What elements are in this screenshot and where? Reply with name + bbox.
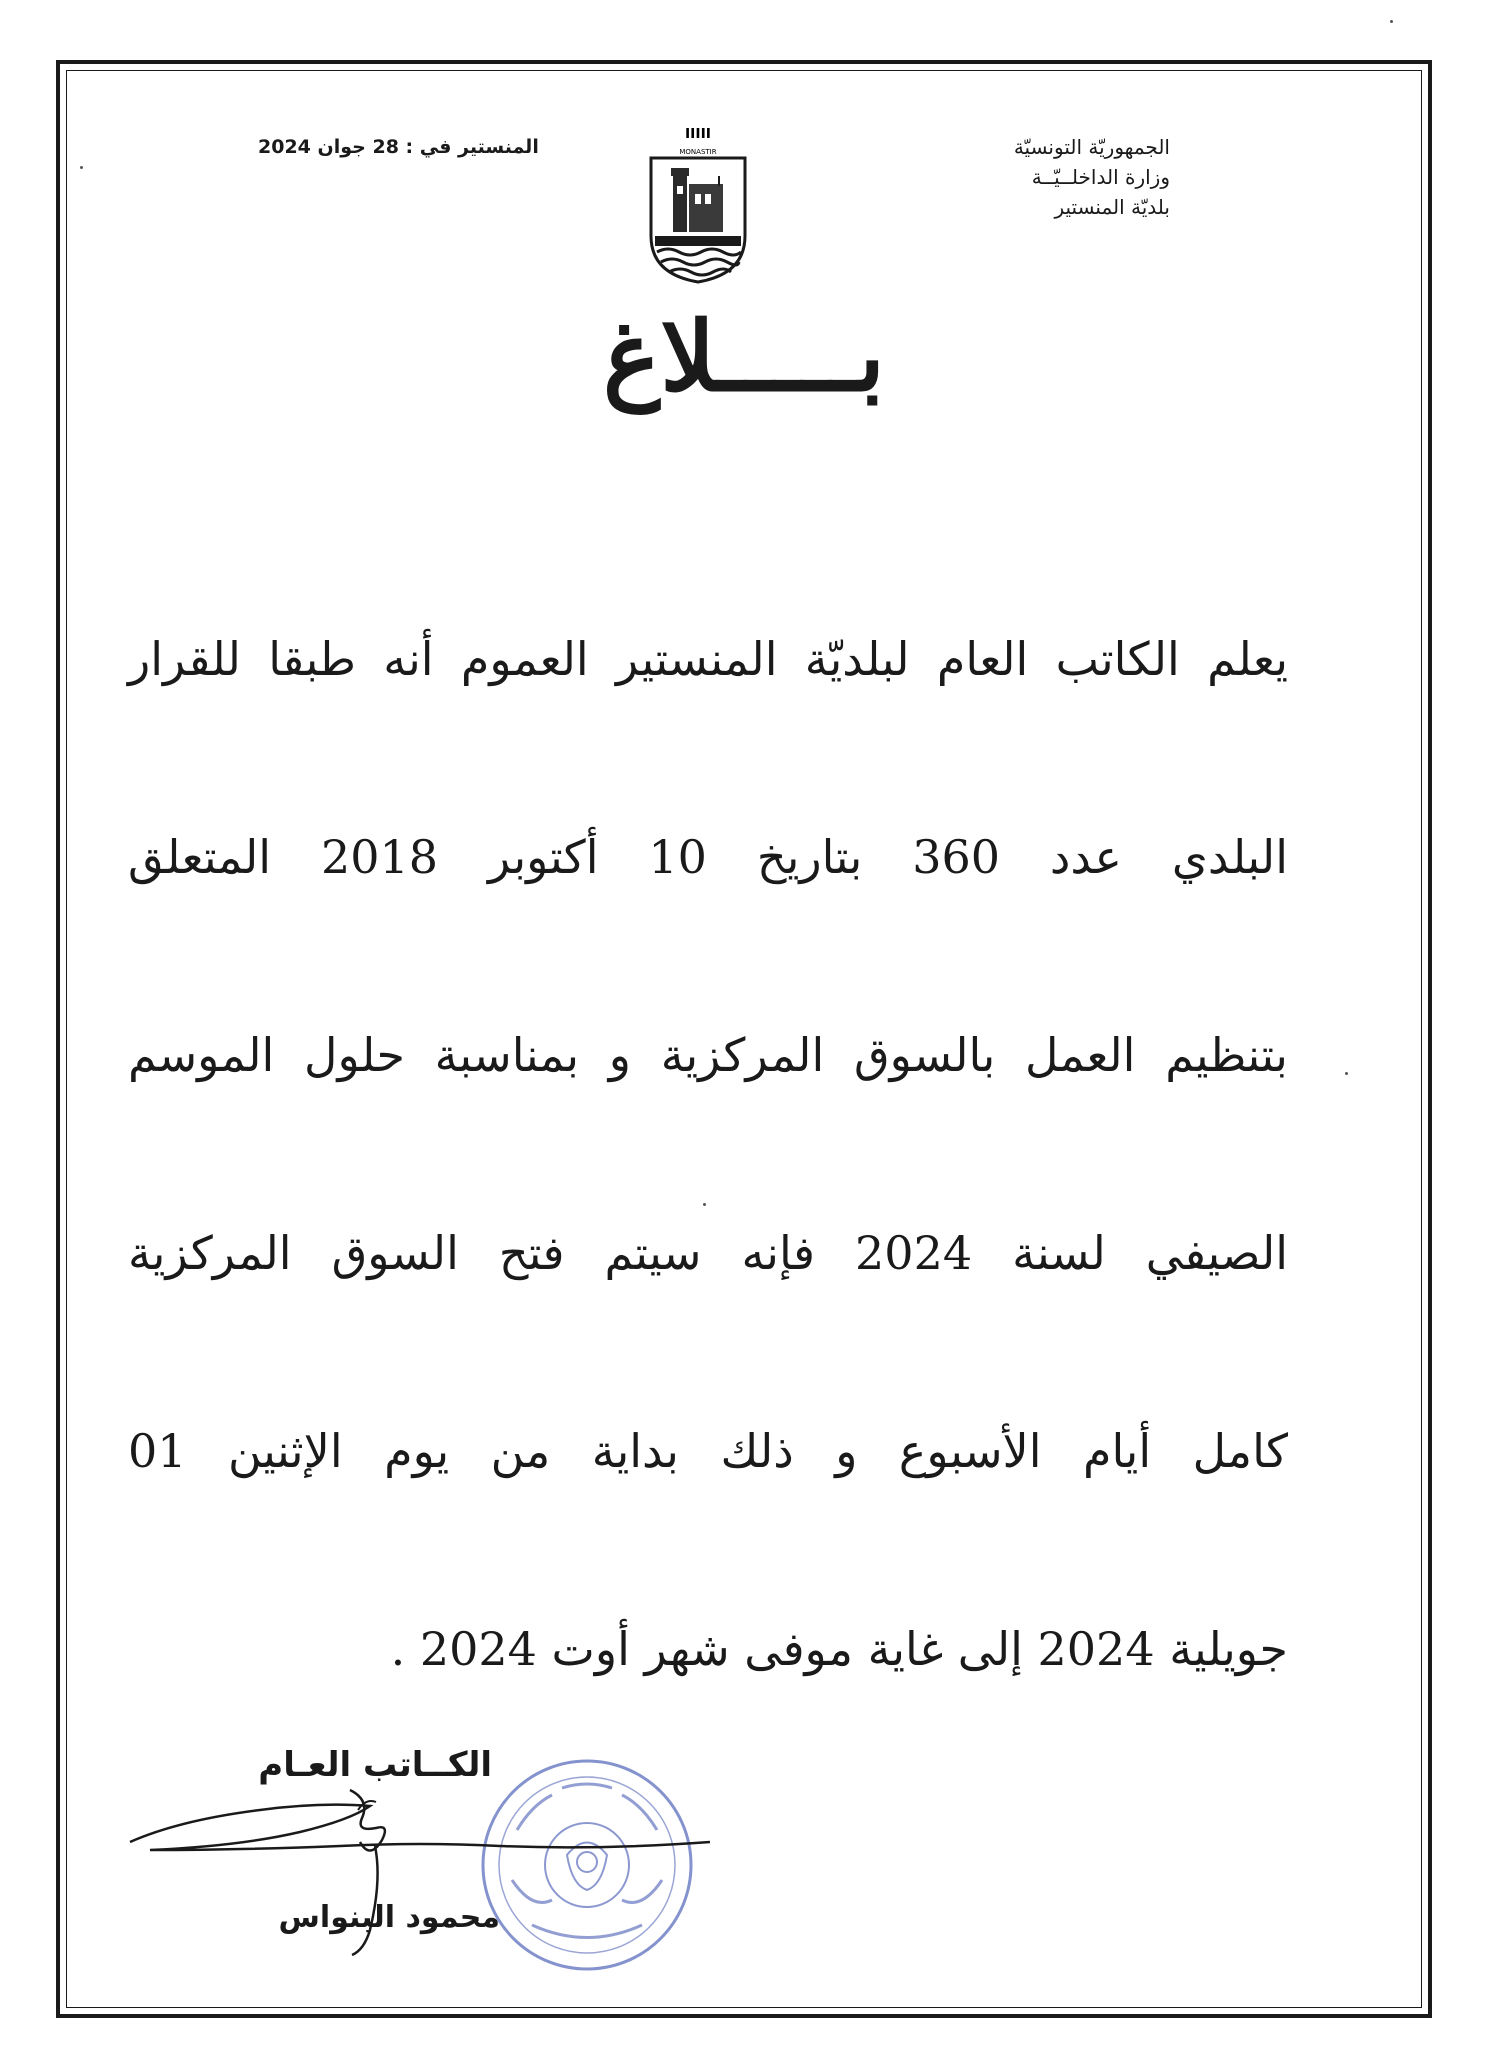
scan-speck [1345, 1072, 1348, 1075]
republic-label: الجمهوريّة التونسيّة [1013, 135, 1170, 159]
body-line: يعلم الكاتب العام لبلديّة المنستير العموم أنه طبقا للقرار [128, 632, 1288, 686]
monastir-coat-of-arms-icon [643, 124, 753, 284]
scan-speck [1390, 20, 1393, 23]
scan-speck [80, 166, 83, 169]
municipality-label: بلديّة المنستير [1054, 195, 1170, 219]
body-line: الصيفي لسنة 2024 فإنه سيتم فتح السوق المركزية [128, 1226, 1288, 1280]
handwritten-signature [120, 1780, 720, 1980]
body-line: البلدي عدد 360 بتاريخ 10 أكتوبر 2018 المتعلق [128, 830, 1288, 884]
body-line: جويلية 2024 إلى غاية موفى شهر أوت 2024 . [390, 1622, 1288, 1676]
body-line: بتنظيم العمل بالسوق المركزية و بمناسبة حلول الموسم [128, 1028, 1288, 1082]
date-line: المنستير في : 28 جوان 2024 [258, 136, 539, 158]
issuer-block [1014, 132, 1170, 222]
svg-text:ⵏⵏⵏⵏⵏ: ⵏⵏⵏⵏⵏ [684, 126, 712, 142]
body-line: كامل أيام الأسبوع و ذلك بداية من يوم الإثنين 01 [128, 1424, 1288, 1478]
notice-body [128, 560, 1288, 1748]
notice-title: بـــــلاغ [603, 300, 885, 413]
ministry-label: وزارة الداخلــيّــة [1031, 165, 1170, 189]
signatory-title: الكــاتب العـام [258, 1745, 492, 1785]
signatory-name: محمود البنواس [278, 1900, 500, 1935]
emblem-caption: MONASTIR [679, 148, 717, 156]
